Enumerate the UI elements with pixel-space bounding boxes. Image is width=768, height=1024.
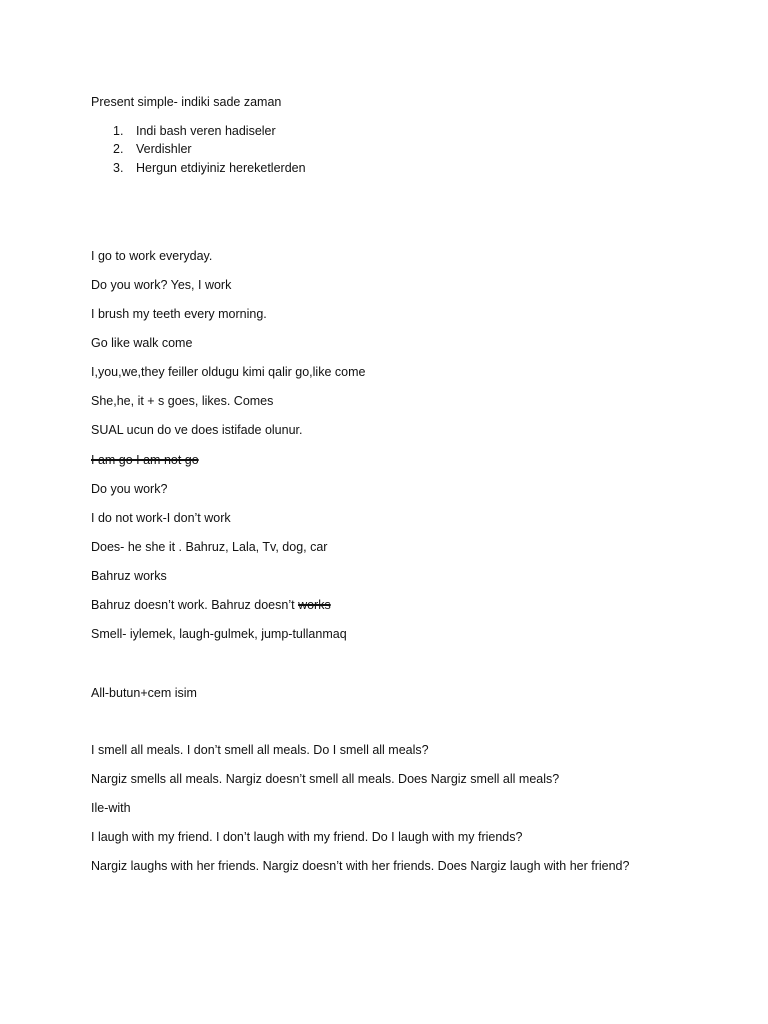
document-title: Present simple- indiki sade zaman bbox=[91, 95, 282, 109]
text-line: I,you,we,they feiller oldugu kimi qalir go,like come bbox=[91, 365, 366, 379]
text-line: I do not work-I don’t work bbox=[91, 511, 231, 525]
text-line: Smell- iylemek, laugh-gulmek, jump-tullanmaq bbox=[91, 627, 347, 641]
list-number: 2. bbox=[113, 142, 124, 156]
list-item-text: Indi bash veren hadiseler bbox=[136, 124, 276, 138]
list-number: 3. bbox=[113, 161, 124, 175]
text-line: Nargiz smells all meals. Nargiz doesn’t smell all meals. Does Nargiz smell all meals? bbox=[91, 772, 560, 786]
text-line: Does- he she it . Bahruz, Lala, Tv, dog, car bbox=[91, 540, 328, 554]
text-line: SUAL ucun do ve does istifade olunur. bbox=[91, 423, 303, 437]
list-item-text: Verdishler bbox=[136, 142, 192, 156]
text-line: I smell all meals. I don’t smell all meals. Do I smell all meals? bbox=[91, 743, 429, 757]
text-line: Ile-with bbox=[91, 801, 131, 815]
list-item-text: Hergun etdiyiniz hereketlerden bbox=[136, 161, 306, 175]
text-line: Do you work? Yes, I work bbox=[91, 278, 232, 292]
text-line: She,he, it + s goes, likes. Comes bbox=[91, 394, 274, 408]
text-line: Go like walk come bbox=[91, 336, 193, 350]
text-line: All-butun+cem isim bbox=[91, 686, 197, 700]
text-line: I laugh with my friend. I don’t laugh with my friend. Do I laugh with my friends? bbox=[91, 830, 523, 844]
text-line: I brush my teeth every morning. bbox=[91, 307, 267, 321]
struck-word: works bbox=[298, 598, 331, 612]
list-number: 1. bbox=[113, 124, 124, 138]
text-line: Do you work? bbox=[91, 482, 168, 496]
text-line bbox=[91, 597, 331, 613]
struck-text-line: I am go I am not go bbox=[91, 453, 199, 467]
text-line: I go to work everyday. bbox=[91, 249, 213, 263]
text-segment: Bahruz doesn’t work. Bahruz doesn’t bbox=[91, 598, 299, 612]
text-line: Nargiz laughs with her friends. Nargiz doesn’t with her friends. Does Nargiz laugh with her friend? bbox=[91, 859, 630, 873]
text-line: Bahruz works bbox=[91, 569, 167, 583]
